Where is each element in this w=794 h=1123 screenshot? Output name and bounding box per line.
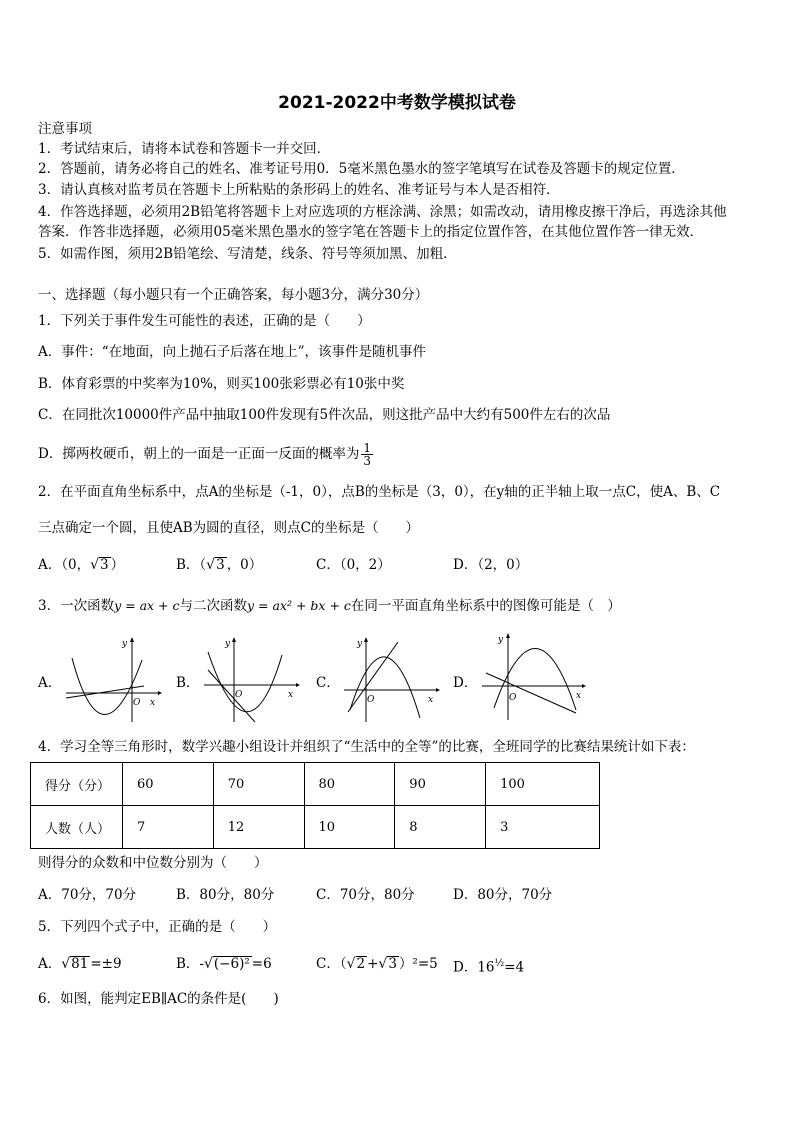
- question-2-stem-line1: 2．在平面直角坐标系中，点A的坐标是（-1，0），点B的坐标是（3，0），在y轴的正半轴上取一点C，使A、B、C: [38, 484, 721, 500]
- notice-item: 4．作答选择题，必须用2B铅笔将答题卡上对应选项的方框涂满、涂黑；如需改动，请用橡皮擦干净后，再选涂其他: [38, 204, 727, 220]
- axis-y-label: y: [225, 639, 231, 649]
- table-cell: 得分（分）: [31, 763, 123, 806]
- question-3-graph-b: [200, 630, 300, 725]
- question-4-option-a: A．70分，70分: [38, 887, 137, 903]
- question-4-option-c: C．70分，80分: [316, 887, 415, 903]
- question-3-graph-c: [340, 630, 440, 725]
- question-5-option-c: C．（√2 +√3 ）²=5: [316, 956, 438, 972]
- question-4-option-b: B．80分，80分: [176, 887, 275, 903]
- table-cell: 12: [213, 806, 304, 849]
- question-1-option-d: D．掷两枚硬币，朝上的一面是一正面一反面的概率为 $\frac{1}{3}$: [38, 441, 371, 468]
- question-5-option-d: D．$16^{\frac{1}{2}}=4$: [453, 958, 525, 976]
- table-cell: 100: [486, 763, 600, 806]
- question-3-stem: 3．一次函数y = ax + c与二次函数y = ax² + bx + c在同一平面直角坐标系中的图像可能是（ ）: [38, 598, 621, 614]
- notice-heading: 注意事项: [38, 121, 92, 137]
- question-3-option-b-label: B．: [176, 675, 200, 691]
- table-cell: 60: [123, 763, 214, 806]
- table-cell: 10: [304, 806, 395, 849]
- question-2-option-c: C．（0，2）: [316, 557, 391, 573]
- question-6-stem: 6．如图，能判定EB∥AC的条件是( ): [38, 991, 279, 1007]
- axis-y-label: y: [357, 639, 363, 649]
- axis-y-label: y: [122, 639, 128, 649]
- question-2-option-d: D．（2，0）: [453, 557, 529, 573]
- question-5-option-a: A．√81 =±9: [38, 956, 122, 972]
- axis-x-label: x: [576, 691, 582, 701]
- notice-item: 1．考试结束后，请将本试卷和答题卡一并交回．: [38, 141, 331, 157]
- question-1-option-b: B．体育彩票的中奖率为10%，则买100张彩票必有10张中奖: [38, 376, 405, 392]
- table-cell: 70: [213, 763, 304, 806]
- axis-x-label: x: [150, 698, 156, 708]
- table-cell: 90: [395, 763, 486, 806]
- score-table: [30, 762, 600, 849]
- origin-label: O: [133, 698, 141, 708]
- exam-title: 2021-2022中考数学模拟试卷: [278, 93, 516, 113]
- notice-item: 5．如需作图，须用2B铅笔绘、写清楚，线条、符号等须加黑、加粗．: [38, 246, 457, 262]
- table-cell: 7: [123, 806, 214, 849]
- question-1-stem: 1．下列关于事件发生可能性的表述，正确的是（ ）: [38, 313, 371, 329]
- question-3-option-d-label: D．: [453, 675, 478, 691]
- question-4-stem: 4．学习全等三角形时，数学兴趣小组设计并组织了“生活中的全等”的比赛，全班同学的比赛结果统计如下表：: [38, 739, 695, 755]
- question-5-stem: 5．下列四个式子中，正确的是（ ）: [38, 919, 277, 935]
- notice-item: 答案．作答非选择题，必须用05毫米黑色墨水的签字笔在答题卡上的指定位置作答，在其他位置作答一律无效．: [38, 224, 704, 240]
- question-3-option-c-label: C．: [316, 675, 340, 691]
- question-3-graph-d: [478, 628, 588, 723]
- origin-label: O: [367, 695, 375, 705]
- question-1-option-a: A．事件：“在地面，向上抛石子后落在地上”，该事件是随机事件: [38, 344, 427, 360]
- question-2-option-b: B．（√3 ，0）: [176, 557, 263, 573]
- question-4-question: 则得分的众数和中位数分别为（ ）: [38, 855, 268, 871]
- table-cell: 80: [304, 763, 395, 806]
- origin-label: O: [235, 690, 243, 700]
- question-3-graph-a: [62, 630, 162, 725]
- question-3-option-a-label: A．: [38, 675, 62, 691]
- axis-x-label: x: [288, 690, 294, 700]
- question-4-option-d: D．80分，70分: [453, 887, 553, 903]
- origin-label: O: [509, 693, 517, 703]
- table-row: [31, 806, 600, 849]
- question-2-stem-line2: 三点确定一个圆，且使AB为圆的直径，则点C的坐标是（ ）: [38, 520, 419, 536]
- fraction: $\frac{1}{3}$: [363, 441, 371, 468]
- question-5-option-b: B．-√(−6)² =6: [176, 956, 272, 972]
- notice-item: 2．答题前，请务必将自己的姓名、准考证号用0．5毫米黑色墨水的签字笔填写在试卷及答题卡的规定位置．: [38, 161, 685, 177]
- table-cell: 3: [486, 806, 600, 849]
- table-cell: 人数（人）: [31, 806, 123, 849]
- section-heading: 一、选择题（每小题只有一个正确答案，每小题3分，满分30分）: [38, 287, 429, 303]
- question-2-option-a: A．（0，√3 ）: [38, 557, 125, 573]
- table-cell: 8: [395, 806, 486, 849]
- table-row: [31, 763, 600, 806]
- axis-x-label: x: [428, 695, 434, 705]
- axis-y-label: y: [498, 635, 504, 645]
- notice-item: 3．请认真核对监考员在答题卡上所粘贴的条形码上的姓名、准考证号与本人是否相符．: [38, 182, 560, 198]
- question-1-option-c: C．在同批次10000件产品中抽取100件发现有5件次品，则这批产品中大约有500件左右的次品: [38, 407, 611, 423]
